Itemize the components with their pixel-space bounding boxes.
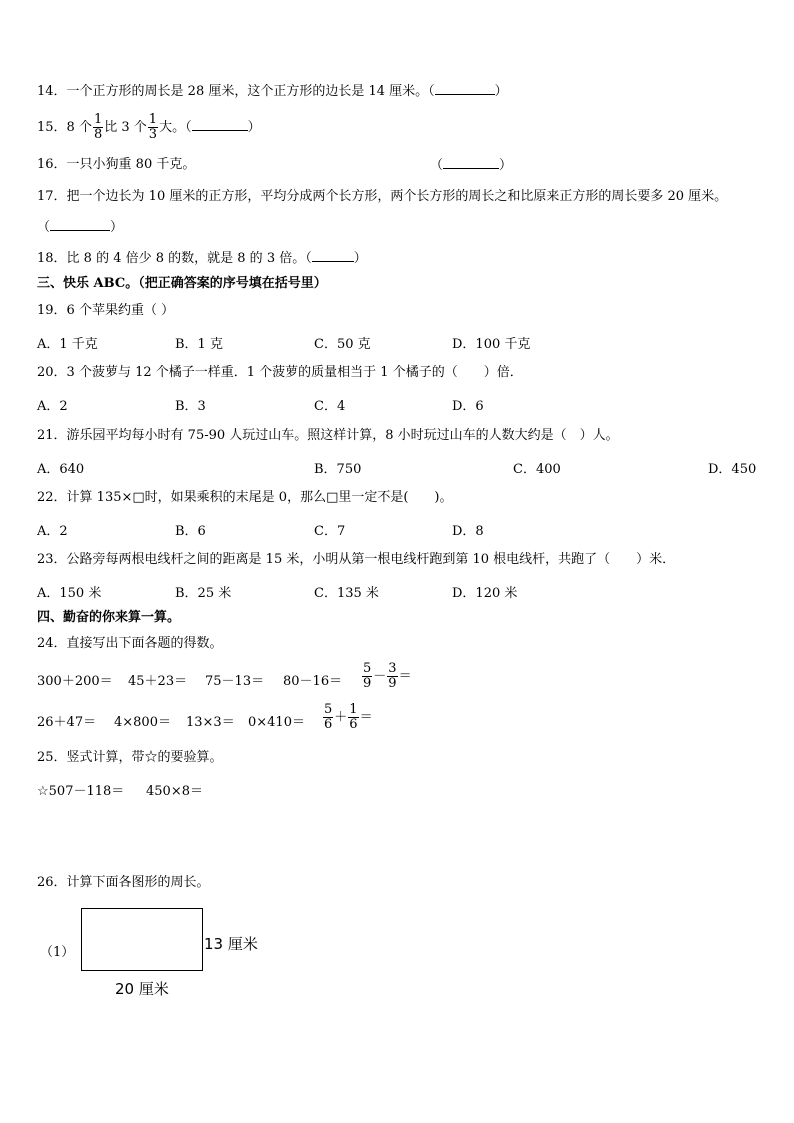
answer-blank[interactable] <box>50 218 110 231</box>
calc-item: 300＋200＝ <box>37 674 113 689</box>
section-4-heading: 四、勤奋的你来算一算。 <box>37 610 181 625</box>
question-14: 14．一个正方形的周长是 28 厘米，这个正方形的边长是 14 厘米。（ ） <box>37 84 508 99</box>
option-b[interactable]: B．6 <box>175 524 206 539</box>
option-d[interactable]: D．8 <box>452 524 484 539</box>
calc-item: 13×3＝ <box>186 715 235 730</box>
option-c[interactable]: C．135 米 <box>314 586 379 601</box>
answer-blank[interactable] <box>443 156 499 169</box>
fraction: $\frac{1}{3}$ <box>148 112 158 142</box>
calc-item: 80－16＝ <box>283 674 343 689</box>
option-d[interactable]: D．6 <box>452 399 484 414</box>
rectangle-height-label: 13 厘米 <box>204 935 258 953</box>
answer-blank[interactable] <box>192 118 248 131</box>
option-d[interactable]: D．450 <box>708 462 757 477</box>
question-16-answer: （ ） <box>430 158 513 173</box>
option-b[interactable]: B．1 克 <box>175 337 223 352</box>
answer-blank[interactable] <box>312 249 354 262</box>
question-21: 21．游乐园平均每小时有 75-90 人玩过山车。照这样计算，8 小时玩过山车的人数大约是（ ）人。 <box>37 428 619 443</box>
option-a[interactable]: A．640 <box>37 462 85 477</box>
calc-item: 26＋47＝ <box>37 715 97 730</box>
question-24: 24．直接写出下面各题的得数。 <box>37 636 223 651</box>
option-b[interactable]: B．25 米 <box>175 586 232 601</box>
question-17 <box>37 188 727 206</box>
option-a[interactable]: A．150 米 <box>37 586 102 601</box>
option-c[interactable]: C．400 <box>513 462 561 477</box>
option-d[interactable]: D．100 千克 <box>452 337 531 352</box>
calc-item: 75－13＝ <box>205 674 265 689</box>
calc-fraction-item: $\frac{5}{6}$ ＋ $\frac{1}{6}$ ＝ <box>324 702 373 732</box>
answer-blank[interactable] <box>435 82 495 95</box>
rectangle-width-label: 20 厘米 <box>115 980 169 998</box>
rectangle-figure <box>81 908 203 971</box>
vertical-calc-item: 450×8＝ <box>146 784 203 799</box>
question-15: 15．8 个 $\frac{1}{8}$ 比 3 个 $\frac{1}{3}$ 大。（ ） <box>37 112 261 142</box>
calc-item: 0×410＝ <box>248 715 305 730</box>
option-b[interactable]: B．3 <box>175 399 206 414</box>
calc-fraction-item: $\frac{5}{9}$ － $\frac{3}{9}$ ＝ <box>363 661 412 691</box>
question-20: 20．3 个菠萝与 12 个橘子一样重．1 个菠萝的质量相当于 1 个橘子的（ ）倍． <box>37 365 523 380</box>
option-c[interactable]: C．50 克 <box>314 337 371 352</box>
question-26: 26．计算下面各图形的周长。 <box>37 875 210 890</box>
question-22: 22．计算 135×□时，如果乘积的末尾是 0，那么□里一定不是( )。 <box>37 490 453 505</box>
option-a[interactable]: A．2 <box>37 399 68 414</box>
option-b[interactable]: B．750 <box>314 462 362 477</box>
question-17-text: 17．把一个边长为 10 厘米的正方形，平均分成两个长方形，两个长方形的周长之和比原来正方形的周长要多 20 厘米。 <box>37 189 728 204</box>
question-25: 25．竖式计算，带☆的要验算。 <box>37 750 223 765</box>
option-a[interactable]: A．1 千克 <box>37 337 98 352</box>
option-c[interactable]: C．7 <box>314 524 346 539</box>
option-a[interactable]: A．2 <box>37 524 68 539</box>
calc-item: 4×800＝ <box>114 715 171 730</box>
question-16-text: 16．一只小狗重 80 千克。 <box>37 157 196 172</box>
calc-item: 45＋23＝ <box>128 674 188 689</box>
question-19: 19．6 个苹果约重（ ） <box>37 303 175 318</box>
option-d[interactable]: D．120 米 <box>452 586 518 601</box>
option-c[interactable]: C．4 <box>314 399 346 414</box>
question-18-text: 18．比 8 的 4 倍少 8 的数，就是 8 的 3 倍。（ <box>37 251 312 266</box>
vertical-calc-item: ☆507－118＝ <box>37 784 125 799</box>
figure-label: （1） <box>40 945 75 960</box>
question-16 <box>37 156 195 174</box>
section-3-heading: 三、快乐 ABC。（把正确答案的序号填在括号里） <box>37 276 327 291</box>
question-23: 23．公路旁每两根电线杆之间的距离是 15 米，小明从第一根电线杆跑到第 10 根电线杆，共跑了（ ）米． <box>37 552 676 567</box>
fraction: $\frac{1}{8}$ <box>93 112 103 142</box>
question-17-answer: （ ） <box>37 220 124 235</box>
question-18: 18．比 8 的 4 倍少 8 的数，就是 8 的 3 倍。（ ） <box>37 251 367 266</box>
question-14-text: 14．一个正方形的周长是 28 厘米，这个正方形的边长是 14 厘米。（ <box>37 84 435 99</box>
